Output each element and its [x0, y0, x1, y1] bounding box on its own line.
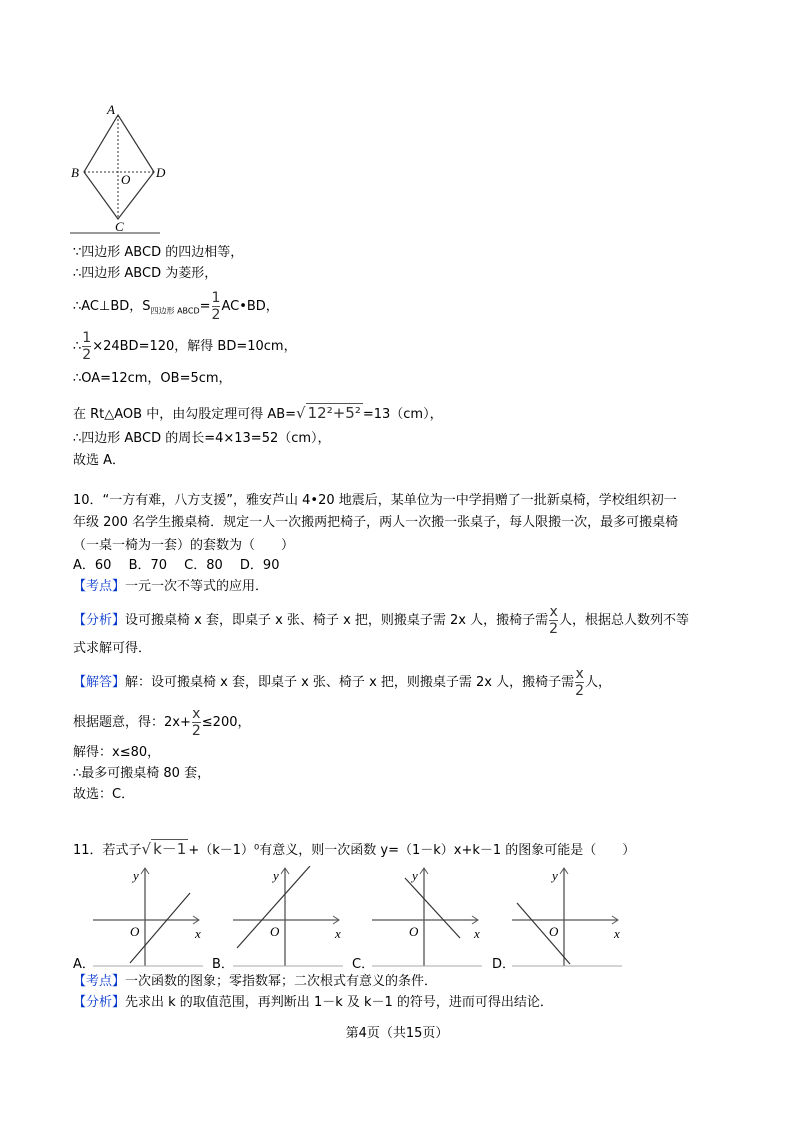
- text-line: 故选：C．: [73, 787, 135, 802]
- text-line: 式求解可得．: [73, 641, 152, 656]
- fraction: $\frac{1}{2}$: [211, 290, 221, 323]
- label-a: A: [107, 102, 115, 117]
- text-line: 根据题意，得：2x+ $\frac{x}{2}$ ≤200，: [73, 706, 251, 739]
- fraction: $\frac{1}{2}$: [82, 330, 92, 363]
- x-axis-label: x: [474, 926, 480, 941]
- option-b-label: B．: [212, 957, 234, 972]
- text-line: 在 Rt△AOB 中，由勾股定理可得 AB=√ 12²+5² =13（cm），: [73, 404, 443, 422]
- y-axis-label: y: [133, 868, 139, 883]
- x-axis-label: x: [614, 926, 620, 941]
- option-d-label: D．: [492, 957, 516, 972]
- page-footer: 第4页（共15页）: [345, 1026, 449, 1041]
- kaodian: 【考点】一次函数的图象；零指数幂；二次根式有意义的条件．: [73, 974, 438, 989]
- text-line: ∵四边形 ABCD 的四边相等，: [73, 245, 244, 260]
- y-axis-label: y: [273, 868, 279, 883]
- label-d: D: [156, 165, 166, 180]
- text-line: ∴四边形 ABCD 为菱形，: [73, 266, 218, 281]
- text-line: 年级 200 名学生搬桌椅．规定一人一次搬两把椅子，两人一次搬一张桌子，每人限搬一次，最多可搬桌椅: [73, 515, 679, 530]
- graph-option-c: [372, 866, 484, 968]
- text-line: ∴OA=12cm，OB=5cm，: [73, 371, 232, 386]
- origin-label: O: [270, 924, 280, 939]
- graph-option-b: [233, 866, 345, 968]
- text-line: （一桌一椅为一套）的套数为（ ）: [73, 538, 295, 553]
- label-o: O: [121, 172, 131, 187]
- question-11: 11．若式子√ k－1 +（k－1）⁰有意义，则一次函数 y=（1－k）x+k－1 的图象可能是（ ）: [73, 840, 636, 858]
- y-axis-label: y: [552, 868, 558, 883]
- text-line: 故选 A．: [73, 453, 126, 468]
- origin-label: O: [409, 924, 419, 939]
- text-line: ∴最多可搬桌椅 80 套，: [73, 766, 211, 781]
- text-line: 解得：x≤80，: [73, 745, 161, 760]
- jieda: 【解答】解：设可搬桌椅 x 套，即桌子 x 张、椅子 x 把，则搬桌子需 2x 人，搬椅子需 $\frac{x}{2}$ 人，: [73, 666, 612, 699]
- text-line: ∴ $\frac{1}{2}$ ×24BD=120，解得 BD=10cm，: [73, 330, 297, 363]
- label-b: B: [71, 165, 79, 180]
- graph-option-a: [93, 866, 205, 968]
- fenxi: 【分析】先求出 k 的取值范围，再判断出 1－k 及 k－1 的符号，进而可得出结论．: [73, 995, 553, 1010]
- x-axis-label: x: [335, 926, 341, 941]
- rhombus-figure: [65, 100, 175, 240]
- graph-option-d: [512, 866, 624, 968]
- text-line: ∴四边形 ABCD 的周长=4×13=52（cm），: [73, 431, 331, 446]
- options: A．60 B．70 C．80 D．90: [73, 558, 280, 573]
- x-axis-label: x: [195, 926, 201, 941]
- origin-label: O: [549, 924, 559, 939]
- option-c-label: C．: [352, 957, 375, 972]
- origin-label: O: [130, 924, 140, 939]
- question-10: 10．“一方有难，八方支援”，雅安芦山 4•20 地震后，某单位为一中学捐赠了一批新桌椅，学校组织初一: [73, 493, 677, 508]
- label-c: C: [115, 219, 124, 234]
- option-a-label: A．: [73, 957, 95, 972]
- text-line: ∴AC⊥BD，$S_{四边形 ABCD}=$ $\frac{1}{2}$ AC•BD，: [73, 290, 279, 323]
- y-axis-label: y: [412, 868, 418, 883]
- fenxi: 【分析】设可搬桌椅 x 套，即桌子 x 张、椅子 x 把，则搬桌子需 2x 人，搬椅子需 $\frac{x}{2}$ 人，根据总人数列不等: [73, 604, 690, 637]
- kaodian: 【考点】一元一次不等式的应用．: [73, 579, 269, 594]
